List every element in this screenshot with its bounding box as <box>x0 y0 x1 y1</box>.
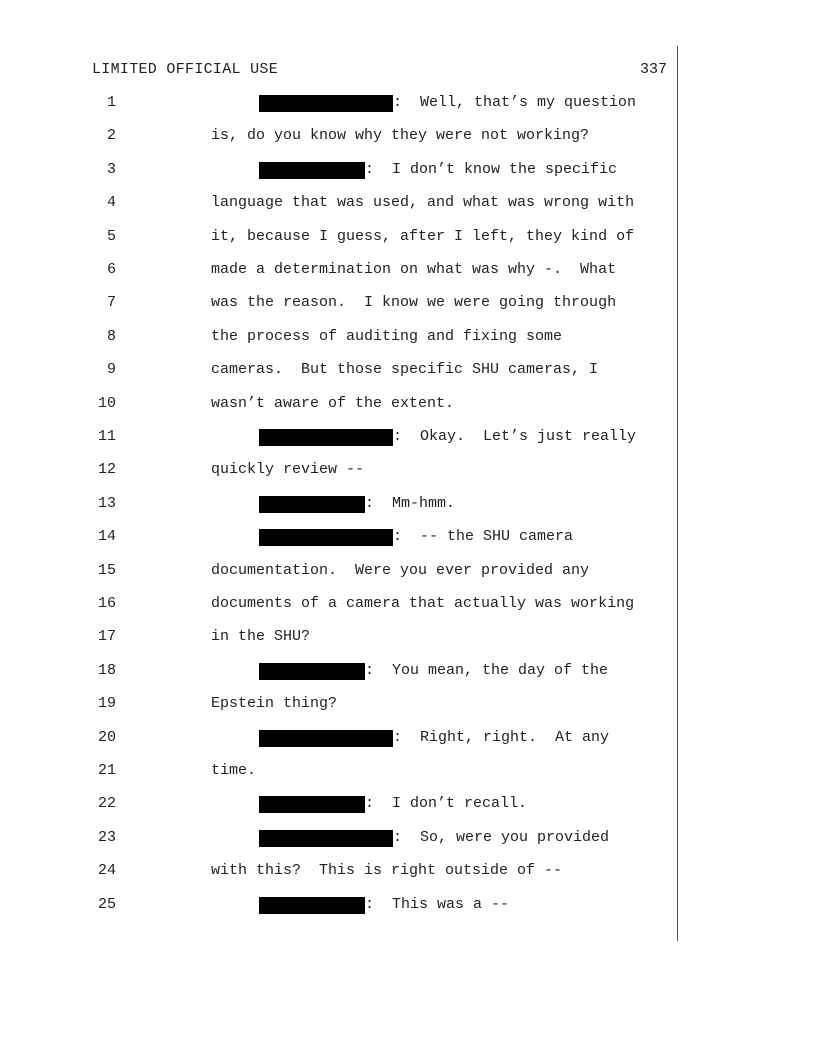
line-number: 11 <box>97 428 116 445</box>
transcript-line <box>0 859 677 883</box>
transcript-line <box>0 392 677 416</box>
line-text: documentation. Were you ever provided any <box>211 561 590 579</box>
line-number: 5 <box>106 227 116 245</box>
line-text: was the reason. I know we were going through <box>211 294 617 312</box>
transcript-line <box>0 893 677 917</box>
transcript-line <box>0 91 677 115</box>
page-number: 337 <box>639 61 667 78</box>
line-number: 22 <box>97 795 116 813</box>
transcript-line <box>0 792 677 816</box>
line-text: : Well, that’s my question <box>393 94 637 111</box>
line-number: 13 <box>97 494 116 512</box>
transcript-line <box>0 726 677 750</box>
redacted-speaker-name <box>259 496 365 513</box>
line-text: the process of auditing and fixing some <box>211 327 563 345</box>
redacted-speaker-name <box>259 897 365 914</box>
line-number: 18 <box>97 661 116 679</box>
transcript-line <box>0 191 677 215</box>
line-number: 25 <box>97 895 116 913</box>
line-number: 17 <box>97 628 116 646</box>
transcript-line <box>0 358 677 382</box>
line-number: 6 <box>106 261 116 278</box>
line-text: it, because I guess, after I left, they kind of <box>211 227 635 245</box>
line-text: : Mm-hmm. <box>365 494 456 512</box>
transcript-line <box>0 826 677 850</box>
redacted-speaker-name <box>259 429 393 446</box>
line-text: documents of a camera that actually was working <box>211 595 635 612</box>
transcript-line <box>0 559 677 583</box>
redacted-speaker-name <box>259 730 393 747</box>
redacted-speaker-name <box>259 162 365 179</box>
line-text: : I don’t know the specific <box>365 160 618 178</box>
line-text: : So, were you provided <box>393 828 610 846</box>
redacted-speaker-name <box>259 663 365 680</box>
line-text: with this? This is right outside of -- <box>211 862 563 880</box>
line-number: 10 <box>97 394 116 412</box>
redacted-speaker-name <box>259 529 393 546</box>
speaker-turn <box>259 492 455 516</box>
line-number: 1 <box>106 94 116 111</box>
line-number: 4 <box>106 194 116 212</box>
speaker-turn <box>259 726 609 750</box>
line-text: wasn’t aware of the extent. <box>211 394 455 412</box>
line-number: 15 <box>97 561 116 579</box>
line-text: : You mean, the day of the <box>365 661 609 679</box>
classification-header: LIMITED OFFICIAL USE <box>92 61 279 78</box>
line-number: 21 <box>97 762 116 779</box>
line-text: cameras. But those specific SHU cameras, I <box>211 361 599 379</box>
line-text: quickly review -- <box>211 461 365 479</box>
line-text: : Okay. Let’s just really <box>393 428 637 445</box>
line-number: 19 <box>97 695 116 713</box>
speaker-turn <box>259 792 527 816</box>
line-text: in the SHU? <box>211 628 311 646</box>
speaker-turn <box>259 158 617 182</box>
line-number: 20 <box>97 728 116 746</box>
speaker-turn <box>259 91 636 115</box>
transcript-line <box>0 659 677 683</box>
right-margin-rule <box>677 46 678 941</box>
line-text: : -- the SHU camera <box>393 528 574 546</box>
line-number: 3 <box>106 160 116 178</box>
transcript-line <box>0 225 677 249</box>
transcript-line <box>0 492 677 516</box>
speaker-turn <box>259 425 636 449</box>
speaker-turn <box>259 525 573 549</box>
transcript-line <box>0 592 677 616</box>
redacted-speaker-name <box>259 95 393 112</box>
speaker-turn <box>259 893 509 917</box>
line-text: Epstein thing? <box>211 695 338 713</box>
speaker-turn <box>259 826 609 850</box>
speaker-turn <box>259 659 608 683</box>
line-number: 7 <box>106 294 116 312</box>
line-number: 9 <box>106 361 116 379</box>
transcript-line <box>0 425 677 449</box>
line-number: 8 <box>106 327 116 345</box>
line-text: time. <box>211 762 257 779</box>
transcript-line <box>0 258 677 282</box>
transcript-line <box>0 124 677 148</box>
line-number: 2 <box>106 127 116 145</box>
line-text: language that was used, and what was wrong with <box>211 194 635 212</box>
line-text: is, do you know why they were not working? <box>211 127 590 145</box>
transcript-line <box>0 692 677 716</box>
transcript-line <box>0 759 677 783</box>
line-number: 16 <box>97 595 116 612</box>
line-number: 24 <box>97 862 116 880</box>
transcript-line <box>0 325 677 349</box>
line-text: : I don’t recall. <box>365 795 528 813</box>
line-text: : Right, right. At any <box>393 728 610 746</box>
line-number: 14 <box>97 528 116 546</box>
line-text: : This was a -- <box>365 895 510 913</box>
line-number: 23 <box>97 828 116 846</box>
transcript-line <box>0 525 677 549</box>
redacted-speaker-name <box>259 830 393 847</box>
line-text: made a determination on what was why -. What <box>211 261 617 278</box>
redacted-speaker-name <box>259 796 365 813</box>
transcript-line <box>0 458 677 482</box>
line-number: 12 <box>97 461 116 479</box>
transcript-line <box>0 291 677 315</box>
transcript-line <box>0 625 677 649</box>
transcript-line <box>0 158 677 182</box>
